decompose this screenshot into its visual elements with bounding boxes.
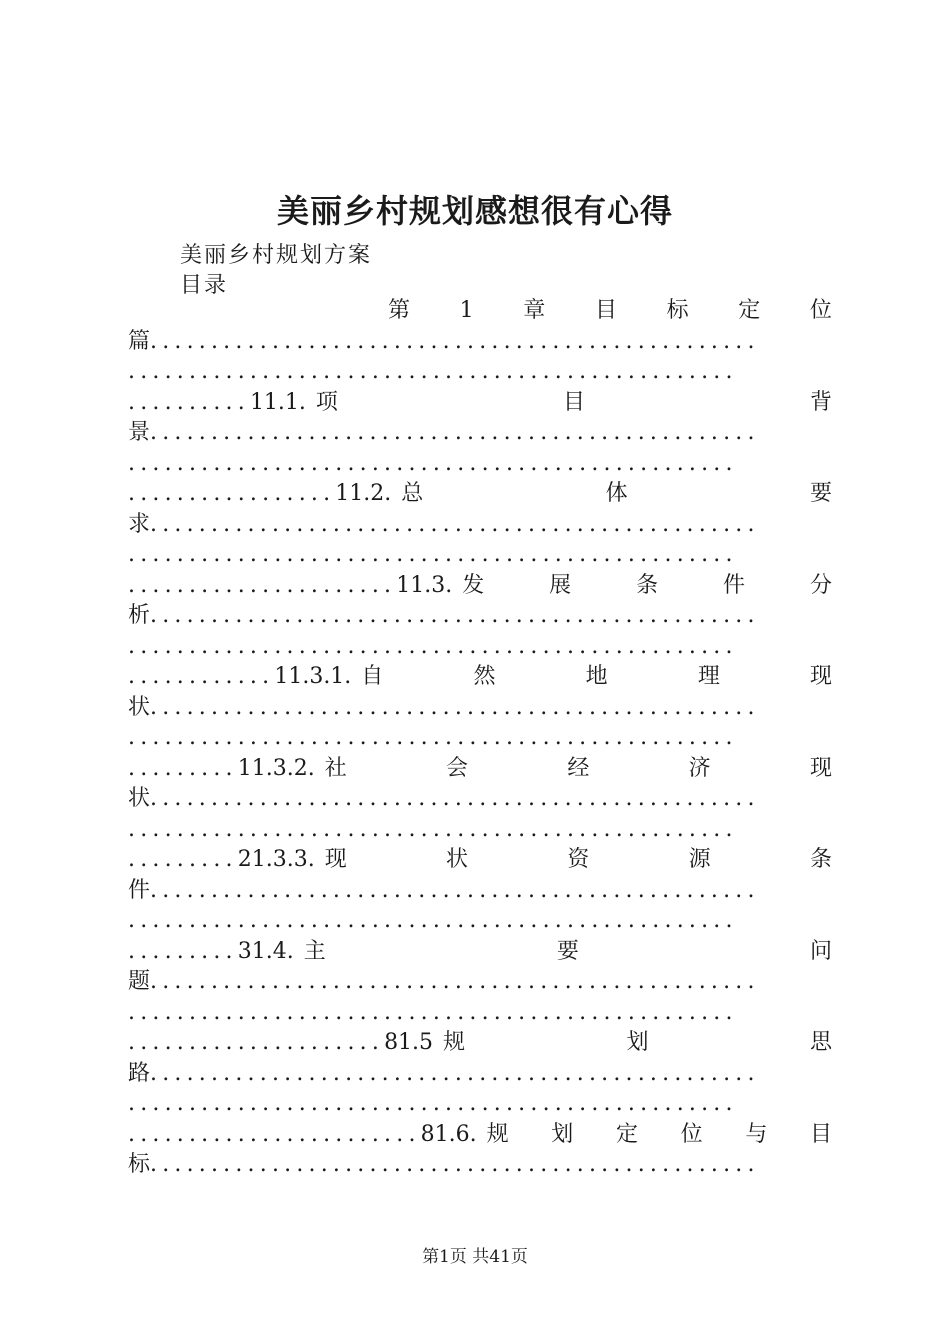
toc-entry[interactable] <box>128 937 832 1029</box>
toc-page-number: 21.3.3. <box>237 847 315 872</box>
toc-title-char: 经 <box>567 755 590 781</box>
toc-entry[interactable] <box>128 662 832 754</box>
toc-title-char: 展 <box>549 572 572 598</box>
toc-title-char: 划 <box>626 1030 649 1055</box>
toc-title-char: 要 <box>556 938 579 964</box>
toc-page-number: 11.3.1. <box>274 664 352 689</box>
toc-title-char: 位 <box>809 298 832 323</box>
toc-title-char: 然 <box>473 664 496 689</box>
toc-entry[interactable] <box>128 1120 832 1212</box>
toc-title-char: 项 <box>315 389 338 415</box>
toc-title-char: 社 <box>324 755 347 781</box>
toc-leader-dots: ......... <box>128 755 238 781</box>
toc-title-char: 标 <box>666 298 689 323</box>
toc-title-char: 状 <box>446 847 469 872</box>
toc-entry-title <box>443 1028 832 1059</box>
toc-title-last-char: 路 <box>128 1060 151 1086</box>
toc-title-last-char: 状 <box>128 694 151 720</box>
toc-title-char: 现 <box>809 664 832 689</box>
toc-leader-dots: .................................................. <box>128 816 738 842</box>
toc-leader-dots: .................................................. <box>150 1152 760 1177</box>
toc-title-char: 目 <box>594 298 617 323</box>
toc-title-char: 问 <box>809 938 832 964</box>
toc-leader-dots: .................................................. <box>128 1091 738 1116</box>
toc-leader-dots: .................................................. <box>150 877 760 903</box>
toc-entry-title <box>487 1120 832 1151</box>
toc-entry-title <box>316 388 832 419</box>
toc-title-char: 1 <box>459 298 474 323</box>
toc-title-char: 自 <box>361 664 384 689</box>
toc-title-last-char: 标 <box>128 1152 151 1177</box>
toc-entry-title <box>304 937 832 968</box>
toc-entry[interactable] <box>128 1028 832 1120</box>
toc-title-last-char: 析 <box>128 603 151 628</box>
toc-entry-title <box>325 845 832 876</box>
toc-title-char: 划 <box>551 1121 574 1147</box>
toc-entry[interactable] <box>128 754 832 846</box>
toc-entry[interactable] <box>128 571 832 663</box>
toc-leader-dots: .................................................. <box>150 328 760 354</box>
toc-leader-dots: ...................... <box>128 572 397 598</box>
toc-title-char: 分 <box>809 572 832 598</box>
toc-title-last-char: 题 <box>128 969 151 994</box>
toc-title-char: 目 <box>809 1121 832 1147</box>
toc-title-last-char: 篇 <box>128 328 151 354</box>
toc-page-number: 11.2. <box>335 481 392 506</box>
toc-title-char: 资 <box>567 847 590 872</box>
toc-entry-title <box>462 571 832 602</box>
toc-title-char: 规 <box>486 1121 509 1147</box>
toc-title-char: 背 <box>809 389 832 415</box>
toc-leader-dots: .................................................. <box>128 359 738 384</box>
toc-leader-dots: .................................................. <box>150 969 760 994</box>
page-footer: 第1页 共41页 <box>422 1247 528 1267</box>
toc-entry[interactable] <box>128 296 832 388</box>
toc-entry-title <box>361 662 832 693</box>
toc-page-number: 11.1. <box>249 389 306 415</box>
toc-title-char: 章 <box>523 298 546 323</box>
toc-title-char: 定 <box>738 298 761 323</box>
toc-leader-dots: .................................................. <box>150 511 760 537</box>
toc-title-char: 体 <box>605 481 628 506</box>
page-title: 美丽乡村规划感想很有心得 <box>276 192 673 230</box>
toc-leader-dots: .................................................. <box>128 999 738 1025</box>
toc-entry-title <box>401 479 832 510</box>
toc-entry[interactable] <box>128 845 832 937</box>
toc-title-char: 定 <box>615 1121 638 1147</box>
toc-leader-dots: .................................................. <box>128 725 738 750</box>
toc-page-number: 31.4. <box>237 938 294 964</box>
table-of-contents <box>128 296 832 1211</box>
toc-leader-dots: ..................... <box>128 1030 385 1055</box>
toc-title-char: 济 <box>688 755 711 781</box>
toc-leader-dots: .................................................. <box>150 420 760 445</box>
toc-title-char: 要 <box>809 481 832 506</box>
toc-title-char: 条 <box>636 572 659 598</box>
toc-page-number: 81.6. <box>420 1121 477 1147</box>
toc-title-last-char: 景 <box>128 420 151 445</box>
toc-title-char: 思 <box>809 1030 832 1055</box>
toc-title-char: 第 <box>388 298 411 323</box>
toc-title-last-char: 件 <box>128 877 151 903</box>
toc-title-char: 会 <box>446 755 469 781</box>
toc-title-last-char: 状 <box>128 786 151 811</box>
toc-title-char: 规 <box>443 1030 466 1055</box>
toc-title-char: 地 <box>585 664 608 689</box>
subtitle: 美丽乡村规划方案 <box>180 243 373 268</box>
toc-leader-dots: .................................................. <box>128 542 738 567</box>
toc-page-number: 11.3. <box>396 572 453 598</box>
toc-leader-dots: ........................ <box>128 1121 421 1147</box>
toc-leader-dots: .................................................. <box>150 694 760 720</box>
toc-leader-dots: ............ <box>128 664 275 689</box>
toc-leader-dots: ......... <box>128 847 238 872</box>
toc-leader-dots: .................................................. <box>150 786 760 811</box>
toc-leader-dots: .................................................. <box>128 908 738 933</box>
toc-title-char: 主 <box>303 938 326 964</box>
toc-heading: 目录 <box>180 273 229 298</box>
toc-title-last-char: 求 <box>128 511 151 537</box>
toc-leader-dots: .......... <box>128 389 250 415</box>
toc-title-char: 理 <box>697 664 720 689</box>
toc-leader-dots: .................................................. <box>128 633 738 659</box>
toc-entry[interactable] <box>128 479 832 571</box>
toc-entry[interactable] <box>128 388 832 480</box>
toc-title-char: 目 <box>562 389 585 415</box>
toc-page-number: 11.3.2. <box>237 755 315 781</box>
toc-leader-dots: .................................................. <box>128 450 738 476</box>
toc-title-char: 与 <box>745 1121 768 1147</box>
toc-title-char: 现 <box>809 755 832 781</box>
toc-title-char: 位 <box>680 1121 703 1147</box>
toc-title-char: 源 <box>688 847 711 872</box>
toc-leader-dots: .................................................. <box>150 603 760 628</box>
toc-page-number: 81.5 <box>384 1030 434 1055</box>
toc-title-char: 条 <box>809 847 832 872</box>
toc-entry-title <box>325 754 832 785</box>
toc-leader-dots: ......... <box>128 938 238 964</box>
toc-leader-dots: ................. <box>128 481 336 506</box>
toc-title-char: 件 <box>723 572 746 598</box>
toc-title-char: 总 <box>401 481 424 506</box>
toc-leader-dots: .................................................. <box>150 1060 760 1086</box>
toc-title-char: 发 <box>462 572 485 598</box>
toc-title-char: 现 <box>324 847 347 872</box>
toc-entry-title <box>388 296 832 327</box>
